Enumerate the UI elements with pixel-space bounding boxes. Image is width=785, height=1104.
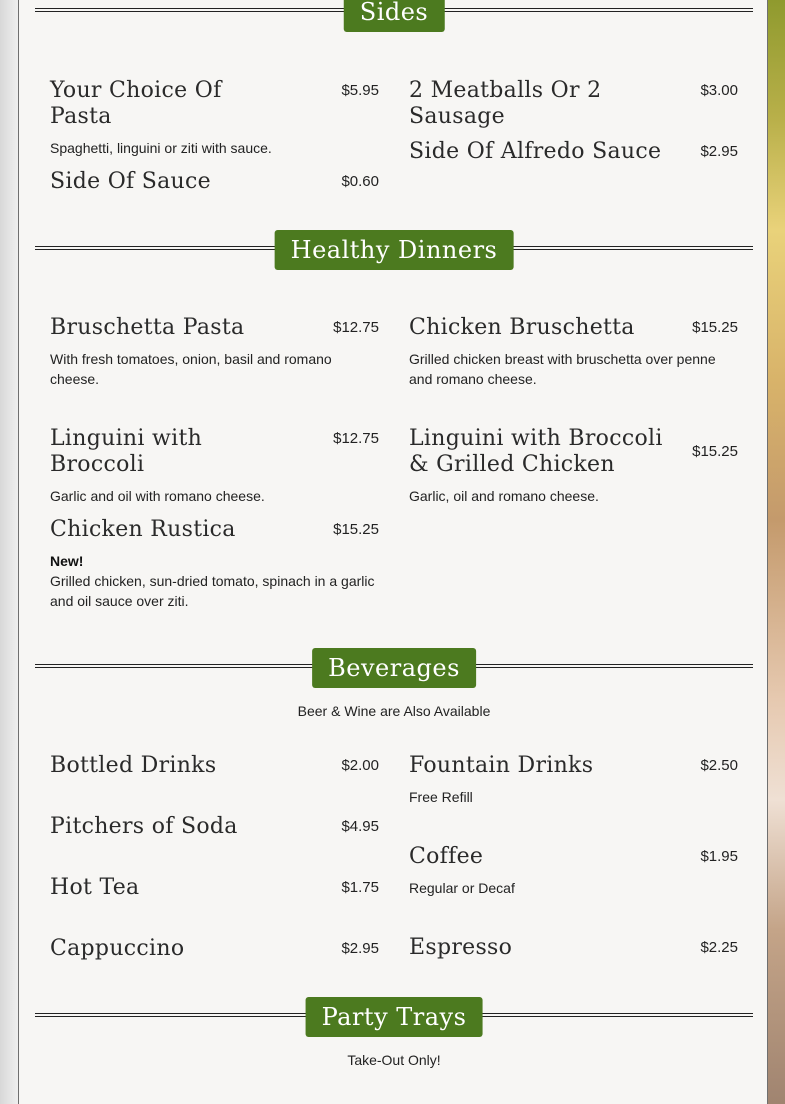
menu-item (50, 315, 379, 389)
item-name: Chicken Bruschetta (409, 315, 635, 340)
menu-item (409, 935, 738, 961)
item-price: $5.95 (341, 82, 379, 99)
section-title: Beverages (312, 648, 476, 688)
item-description: Garlic and oil with romano cheese. (50, 488, 265, 504)
new-badge: New! (50, 553, 84, 569)
item-name: Side Of Sauce (50, 169, 211, 194)
menu-item (409, 753, 738, 807)
item-name: Coffee (409, 844, 484, 869)
menu-item (50, 517, 379, 611)
item-name: Bruschetta Pasta (50, 315, 245, 340)
item-description: Grilled chicken, sun-dried tomato, spinach in a garlic and oil sauce over ziti. (50, 573, 375, 609)
item-name: Linguini with Broccoli & Grilled Chicken (409, 426, 663, 477)
item-price: $1.95 (700, 848, 738, 865)
menu-item (50, 875, 379, 901)
section-header-party-trays (35, 997, 753, 1037)
section-header-beverages (35, 648, 753, 688)
section-header-sides (35, 0, 753, 32)
item-price: $1.75 (341, 879, 379, 896)
item-name: Linguini with Broccoli (50, 426, 203, 477)
menu-item (409, 139, 738, 165)
item-name: Side Of Alfredo Sauce (409, 139, 662, 164)
item-name: Cappuccino (50, 936, 185, 961)
item-name: Hot Tea (50, 875, 140, 900)
item-name: Pitchers of Soda (50, 814, 238, 839)
section-note: Take-Out Only! (347, 1052, 441, 1068)
item-description: Spaghetti, linguini or ziti with sauce. (50, 140, 272, 156)
menu-item (50, 936, 379, 962)
item-description: With fresh tomatoes, onion, basil and romano cheese. (50, 351, 332, 387)
item-name: Espresso (409, 935, 513, 960)
item-name: Bottled Drinks (50, 753, 217, 778)
section-header-healthy-dinners (35, 230, 753, 270)
menu-page (18, 0, 768, 1104)
menu-item (50, 814, 379, 840)
item-price: $15.25 (333, 521, 379, 538)
item-name: Fountain Drinks (409, 753, 594, 778)
section-title: Healthy Dinners (275, 230, 514, 270)
menu-item (409, 78, 738, 130)
item-price: $2.50 (700, 757, 738, 774)
item-name: Chicken Rustica (50, 517, 236, 542)
menu-item (50, 426, 379, 506)
item-name: Your Choice Of Pasta (50, 78, 222, 129)
section-note: Beer & Wine are Also Available (297, 703, 491, 719)
menu-item (50, 78, 379, 158)
item-description: Grilled chicken breast with bruschetta over penne and romano cheese. (409, 351, 716, 387)
item-description: Regular or Decaf (409, 880, 515, 896)
menu-item (409, 844, 738, 898)
menu-item (409, 315, 738, 389)
item-price: $2.25 (700, 939, 738, 956)
item-description: Garlic, oil and romano cheese. (409, 488, 599, 504)
section-title: Party Trays (306, 997, 483, 1037)
section-title: Sides (344, 0, 445, 32)
item-price: $12.75 (333, 430, 379, 447)
item-price: $15.25 (692, 319, 738, 336)
item-price: $15.25 (692, 443, 738, 460)
item-price: $2.95 (341, 940, 379, 957)
item-price: $3.00 (700, 82, 738, 99)
menu-item (50, 169, 379, 195)
item-price: $12.75 (333, 319, 379, 336)
item-price: $2.95 (700, 143, 738, 160)
item-price: $0.60 (341, 173, 379, 190)
item-price: $4.95 (341, 818, 379, 835)
item-description: Free Refill (409, 789, 473, 805)
menu-item (409, 426, 738, 506)
menu-item (50, 753, 379, 779)
item-name: 2 Meatballs Or 2 Sausage (409, 78, 602, 129)
item-price: $2.00 (341, 757, 379, 774)
